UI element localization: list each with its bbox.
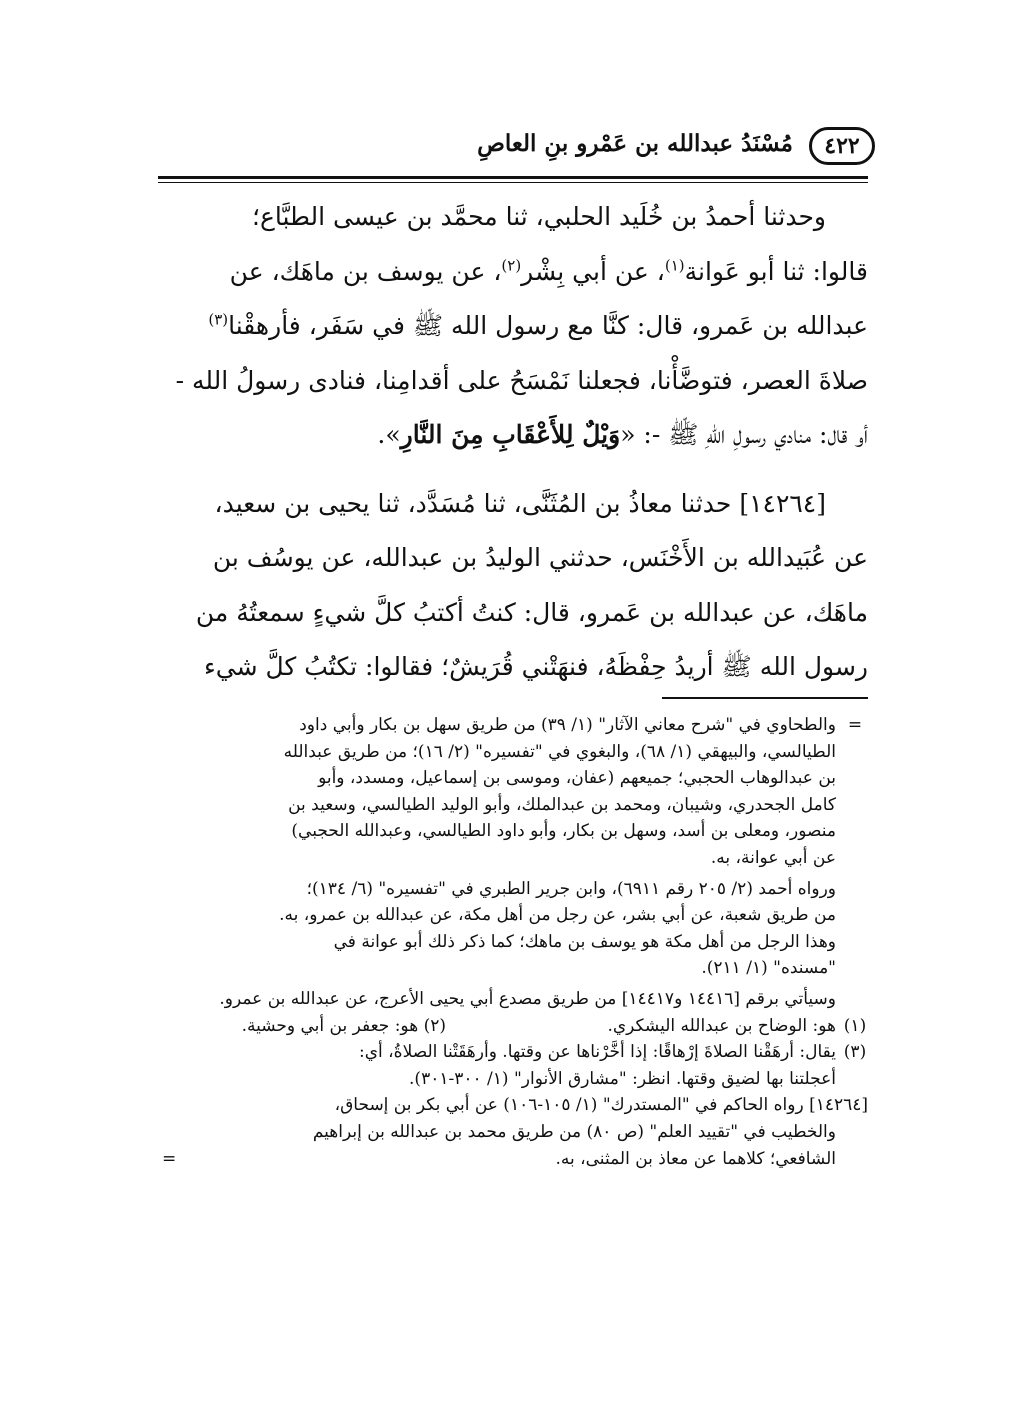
footnote-line: كامل الجحدري، وشيبان، ومحمد بن عبدالملك، وأبو الوليد الطيالسي، وسعيد بن — [288, 794, 836, 815]
running-title: مُسْنَدُ عبدالله بن عَمْرو بنِ العاصِ — [477, 130, 793, 157]
main-line: عن عُبَيدالله بن الأَخْنَس، حدثني الوليدُ بن عبدالله، عن يوسُف بن — [212, 543, 868, 572]
footnote-marker: (٣) — [843, 1042, 867, 1063]
footnote-1-text: هو: الوضاح بن عبدالله اليشكري. — [607, 1015, 836, 1036]
text-run: والطحاوي في "شرح معاني الآثار" (١/ ٣٩) من طريق سهل بن بكار وأبي داود — [299, 715, 836, 735]
header-rule-thick — [158, 176, 868, 179]
main-text — [162, 190, 868, 695]
footnote-separator — [662, 697, 868, 699]
footnote-pair — [162, 1013, 836, 1040]
text-run: عبدالله بن عَمرو، قال: كنَّا مع رسول الله ﷺ في سَفَر، فأرهقْنا — [228, 311, 868, 340]
text-run: ، عن يوسف بن ماهَك، عن — [229, 256, 502, 286]
footnote-line: بن عبدالوهاب الحجبي؛ جميعهم (عفان، وموسى بن إسماعيل، ومسدد، وأبو — [318, 768, 836, 789]
header-rule-thin — [158, 182, 868, 183]
footnote-line: "مسنده" (١/ ٢١١). — [701, 958, 836, 979]
text-run: ». — [377, 420, 401, 449]
footnote-line — [162, 712, 868, 739]
page-header — [0, 118, 1033, 178]
text-run: يقال: أرهَقْنا الصلاةَ إرْهاقًا: إذا أخَّرْناها عن وقتها. وأرهَقَتْنا الصلاةُ، أي: — [359, 1042, 836, 1063]
footnote-line: ورواه أحمد (٢/ ٢٠٥ رقم ٦٩١١)، وابن جرير الطبري في "تفسيره" (٦/ ١٣٤)؛ — [306, 878, 836, 899]
main-line — [162, 299, 868, 354]
main-line: رسول الله ﷺ أريدُ حِفْظَهُ، فنهَتْني قُرَيشٌ؛ فقالوا: تكتُبُ كلَّ شيء — [203, 652, 868, 681]
text-run: الشافعي؛ كلاهما عن معاذ بن المثنى، به. — [555, 1148, 836, 1169]
footnote-marker: (٢) — [423, 1015, 446, 1036]
text-run: أو قال: منادي رسولِ اللهِ ﷺ -: « — [620, 420, 868, 449]
footnotes-numbered — [162, 1013, 868, 1093]
footnote-line: الطيالسي، والبيهقي (١/ ٦٨)، والبغوي في "تفسيره" (٢/ ١٦)؛ من طريق عبدالله — [283, 741, 836, 762]
footnote-line: أعجلتنا بها لضيق وقتها. انظر: "مشارق الأنوار" (١/ ٣٠٠-٣٠١). — [409, 1068, 836, 1089]
footnote-line: عن أبي عوانة، به. — [710, 847, 836, 868]
continuation-marker: = — [847, 715, 863, 735]
footnote-line: والخطيب في "تقييد العلم" (ص ٨٠) من طريق محمد بن عبدالله بن إبراهيم — [312, 1121, 836, 1142]
footnote-line: [١٤٢٦٤] رواه الحاكم في "المستدرك" (١/ ١٠٥-١٠٦) عن أبي بكر بن إسحاق، — [334, 1095, 868, 1116]
footnote-continuation — [162, 712, 868, 1013]
text-run: قالوا: ثنا أبو عَوانة — [684, 256, 868, 286]
main-line: ماهَك، عن عبدالله بن عَمرو، قال: كنتُ أكتبُ كلَّ شيءٍ سمعتُهُ من — [195, 597, 868, 627]
main-line: صلاةَ العصر، فتوضَّأْنا، فجعلنا نَمْسَحُ على أقدامِنا، فنادى رسولُ الله - — [175, 365, 868, 395]
main-line — [162, 245, 868, 300]
footnotes — [162, 712, 868, 1172]
footnote-line: منصور، ومعلى بن أسد، وسهل بن بكار، وأبو داود الطيالسي، وعبدالله الحجبي) — [291, 821, 836, 842]
footnote-line: وسيأتي برقم [١٤٤١٦ و١٤٤١٧] من طريق مصدع أبي يحيى الأعرج، عن عبدالله بن عمرو. — [219, 988, 836, 1009]
main-line: [١٤٢٦٤] حدثنا معاذُ بن المُثَنَّى، ثنا مُسَدَّد، ثنا يحيى بن سعيد، — [214, 488, 826, 518]
footnote-line: وهذا الرجل من أهل مكة هو يوسف بن ماهك؛ كما ذكر ذلك أبو عوانة في — [333, 931, 836, 952]
text-run: ، عن أبي بِشْر — [521, 256, 665, 286]
hadith-source-note — [162, 1092, 868, 1172]
main-line — [162, 408, 868, 463]
footnote-2-text: هو: جعفر بن أبي وحشية. — [241, 1015, 419, 1036]
footnote-1-2 — [162, 1013, 868, 1040]
footnote-ref: (٢) — [501, 256, 522, 275]
footnote-3 — [162, 1039, 868, 1066]
footnote-line: من طريق شعبة، عن أبي بشر، عن رجل من أهل مكة، عن عبدالله بن عمرو، به. — [279, 905, 836, 926]
footnote-marker: (١) — [843, 1015, 867, 1036]
footnote-ref: (٣) — [208, 310, 229, 329]
main-line: وحدثنا أحمدُ بن خُلَيد الحلبي، ثنا محمَّد بن عيسى الطبَّاع؛ — [252, 202, 826, 231]
page-number: ٤٢٢ — [809, 127, 875, 165]
continuation-marker: = — [162, 1148, 177, 1169]
footnote-ref: (١) — [664, 256, 685, 275]
footnote-line — [162, 1146, 868, 1173]
hadith-quote: وَيْلٌ لِلأَعْقَابِ مِنَ النَّارِ — [400, 420, 621, 449]
